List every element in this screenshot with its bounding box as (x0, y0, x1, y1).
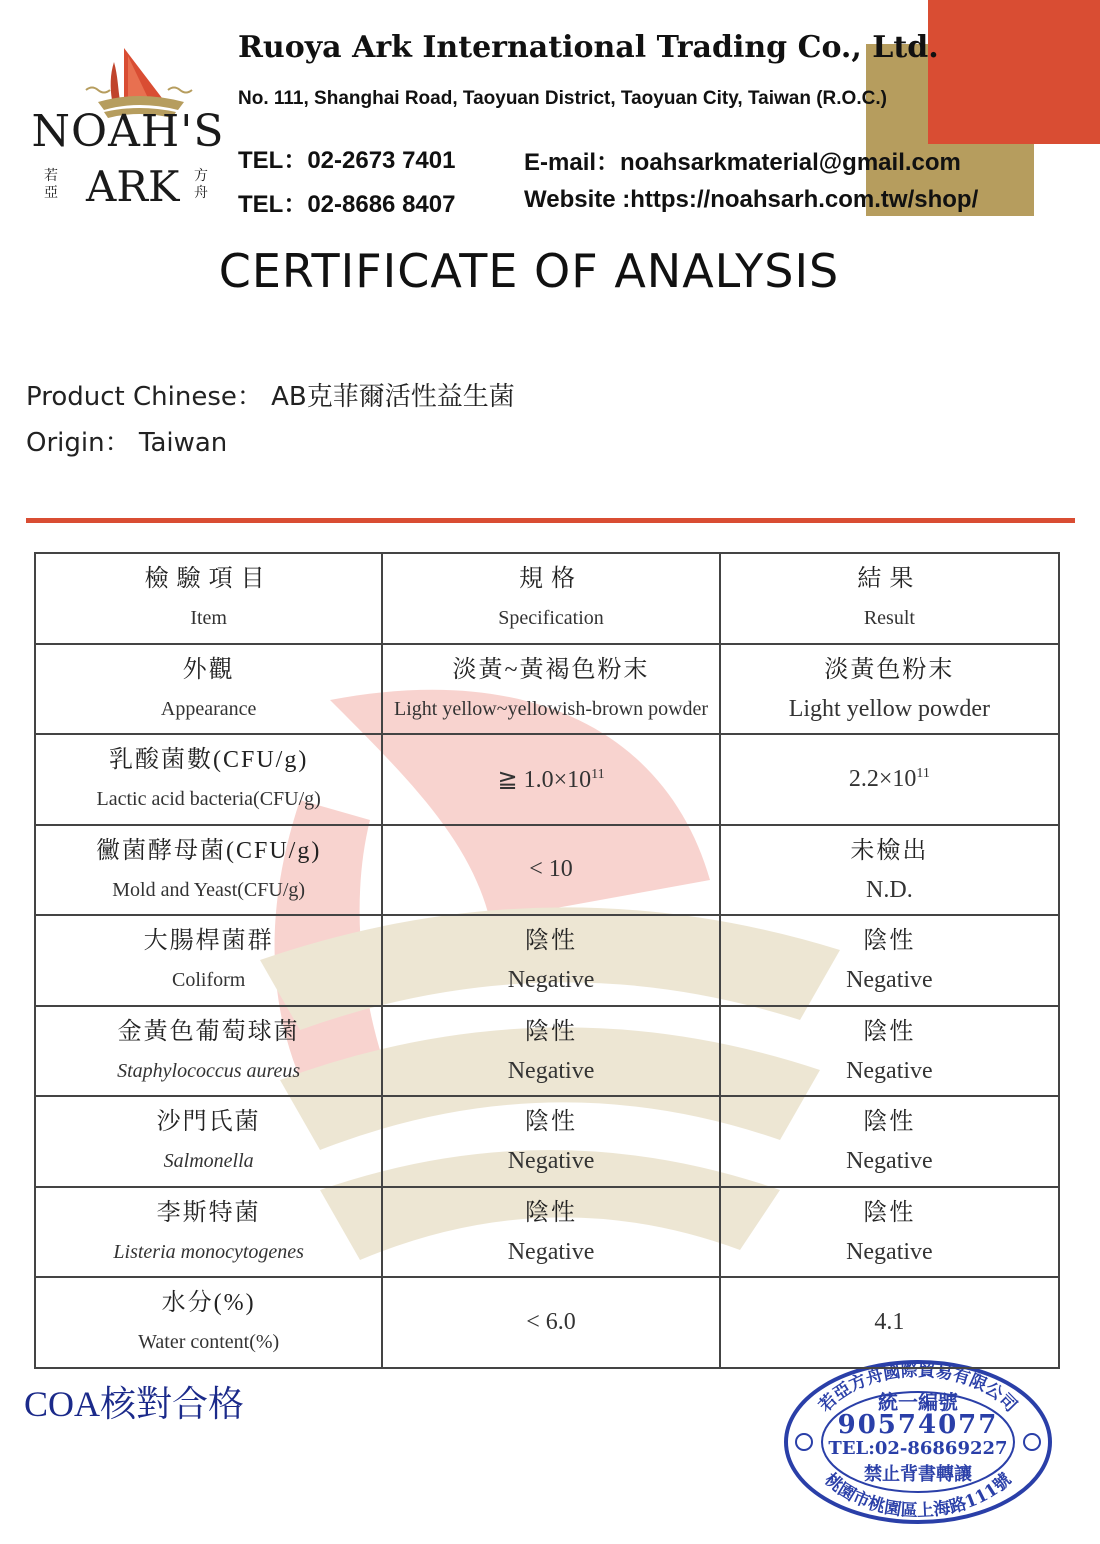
spec-en: Negative (507, 967, 595, 994)
table-cell (720, 1006, 1059, 1097)
product-line (26, 376, 515, 413)
header-spec-zh: 規格 (519, 566, 584, 593)
table-row (35, 825, 1059, 916)
logo-name-text: NOAH'S (31, 106, 225, 157)
telephone-1: TEL：02-2673 7401 (238, 147, 456, 174)
result-value: 4.1 (874, 1308, 905, 1335)
table-cell (382, 644, 719, 735)
table-cell (35, 1006, 382, 1097)
result-en: Negative (846, 967, 933, 994)
item-zh: 李斯特菌 (156, 1199, 261, 1226)
spec-en: Light yellow~yellowish-brown powder (393, 697, 709, 720)
website-contact: Website :https://noahsarh.com.tw/shop/ (524, 186, 979, 213)
table-cell (382, 553, 719, 644)
table-cell (382, 1187, 719, 1278)
table-cell (720, 553, 1059, 644)
table-cell (35, 553, 382, 644)
table-cell (720, 825, 1059, 916)
spec-value: < 10 (529, 856, 573, 883)
item-en: Appearance (160, 697, 257, 720)
table-cell (35, 734, 382, 825)
corner-red-block (928, 0, 1100, 144)
logo-chinese-right: 方舟 (194, 168, 208, 201)
table-cell (720, 1096, 1059, 1187)
table-row (35, 644, 1059, 735)
table-cell (35, 1096, 382, 1187)
table-header-row (35, 553, 1059, 644)
header-item-en: Item (190, 607, 227, 630)
item-zh: 外觀 (182, 656, 235, 683)
coa-verification-note: COA核對合格 (24, 1384, 245, 1424)
result-zh: 陰性 (863, 928, 916, 955)
spec-zh: 陰性 (525, 1018, 578, 1045)
result-value: 2.2×10 (848, 765, 917, 792)
table-cell (35, 825, 382, 916)
result-en: Negative (846, 1057, 933, 1084)
result-en: N.D. (866, 876, 913, 903)
item-zh: 沙門氏菌 (156, 1109, 261, 1136)
table-cell (382, 1096, 719, 1187)
table-cell (382, 825, 719, 916)
header-spec-en: Specification (498, 607, 604, 630)
table-cell (35, 644, 382, 735)
table-cell (382, 1277, 719, 1368)
spec-value: < 6.0 (526, 1308, 576, 1335)
table-row (35, 734, 1059, 825)
item-zh: 黴菌酵母菌(CFU/g) (95, 837, 322, 864)
seal-id-label: 統一編號 (878, 1390, 958, 1414)
table-cell (382, 1006, 719, 1097)
header-item-zh: 檢驗項目 (144, 566, 273, 593)
seal-tel: TEL:02-86869227 (828, 1438, 1008, 1459)
table-row (35, 1096, 1059, 1187)
result-exponent: 11 (916, 765, 930, 781)
origin-label: Origin： (26, 428, 131, 458)
document-title: CERTIFICATE OF ANALYSIS (218, 244, 840, 298)
spec-en: Negative (507, 1057, 595, 1084)
logo-chinese-left: 若亞 (44, 168, 58, 201)
seal-id-number: 90574077 (837, 1410, 999, 1440)
result-zh: 陰性 (863, 1199, 916, 1226)
table-cell (720, 1277, 1059, 1368)
spec-zh: 陰性 (525, 1199, 578, 1226)
item-en: Staphylococcus aureus (117, 1059, 301, 1082)
email-contact: E-mail：noahsarkmaterial@gmail.com (524, 149, 961, 176)
spec-zh: 陰性 (525, 1109, 578, 1136)
result-zh: 淡黃色粉末 (824, 656, 955, 683)
item-en: Listeria monocytogenes (113, 1240, 304, 1263)
analysis-table (34, 552, 1060, 1369)
table-row (35, 1006, 1059, 1097)
table-cell (35, 1187, 382, 1278)
product-value: AB克菲爾活性益生菌 (271, 382, 515, 412)
logo-ark-text: ARK (86, 162, 180, 211)
item-zh: 乳酸菌數(CFU/g) (108, 747, 309, 774)
table-cell (382, 915, 719, 1006)
item-en: Salmonella (163, 1150, 254, 1173)
item-zh: 金黃色葡萄球菌 (117, 1018, 300, 1045)
company-logo (24, 36, 224, 216)
item-zh: 水分(%) (161, 1290, 256, 1317)
item-zh: 大腸桿菌群 (143, 928, 274, 955)
item-en: Water content(%) (138, 1331, 280, 1354)
result-en: Negative (846, 1148, 933, 1175)
company-seal (782, 1358, 1054, 1526)
spec-zh: 淡黃~黃褐色粉末 (452, 656, 650, 683)
company-address: No. 111, Shanghai Road, Taoyuan District, Taoyuan City, Taiwan (R.O.C.) (238, 88, 887, 109)
header-result-en: Result (863, 607, 915, 630)
seal-note: 禁止背書轉讓 (864, 1464, 972, 1485)
result-zh: 未檢出 (850, 837, 929, 864)
table-row (35, 915, 1059, 1006)
origin-value: Taiwan (138, 428, 228, 458)
header-result-zh: 結果 (857, 566, 922, 593)
table-row (35, 1277, 1059, 1368)
telephone-2: TEL：02-8686 8407 (238, 191, 456, 218)
result-en: Light yellow powder (788, 695, 991, 722)
divider-rule (26, 518, 1075, 523)
item-en: Coliform (171, 969, 246, 992)
spec-zh: 陰性 (525, 928, 578, 955)
table-cell (35, 915, 382, 1006)
spec-value: ≧ 1.0×10 (497, 766, 592, 793)
table-cell (35, 1277, 382, 1368)
item-en: Mold and Yeast(CFU/g) (112, 878, 306, 901)
spec-exponent: 11 (591, 766, 605, 782)
item-en: Lactic acid bacteria(CFU/g) (96, 788, 321, 811)
table-cell (720, 1187, 1059, 1278)
table-cell (382, 734, 719, 825)
spec-en: Negative (507, 1148, 595, 1175)
origin-line (26, 422, 227, 459)
spec-en: Negative (507, 1238, 595, 1265)
company-name: Ruoya Ark International Trading Co., Ltd. (238, 30, 939, 65)
result-zh: 陰性 (863, 1109, 916, 1136)
result-zh: 陰性 (863, 1018, 916, 1045)
table-cell (720, 915, 1059, 1006)
seal-address: 桃園市桃園區上海路111號 (820, 1469, 1016, 1522)
table-cell (720, 734, 1059, 825)
result-en: Negative (846, 1238, 933, 1265)
table-cell (720, 644, 1059, 735)
product-label: Product Chinese： (26, 382, 263, 412)
seal-company-name: 若亞方舟國際貿易有限公司 (815, 1360, 1021, 1417)
table-row (35, 1187, 1059, 1278)
